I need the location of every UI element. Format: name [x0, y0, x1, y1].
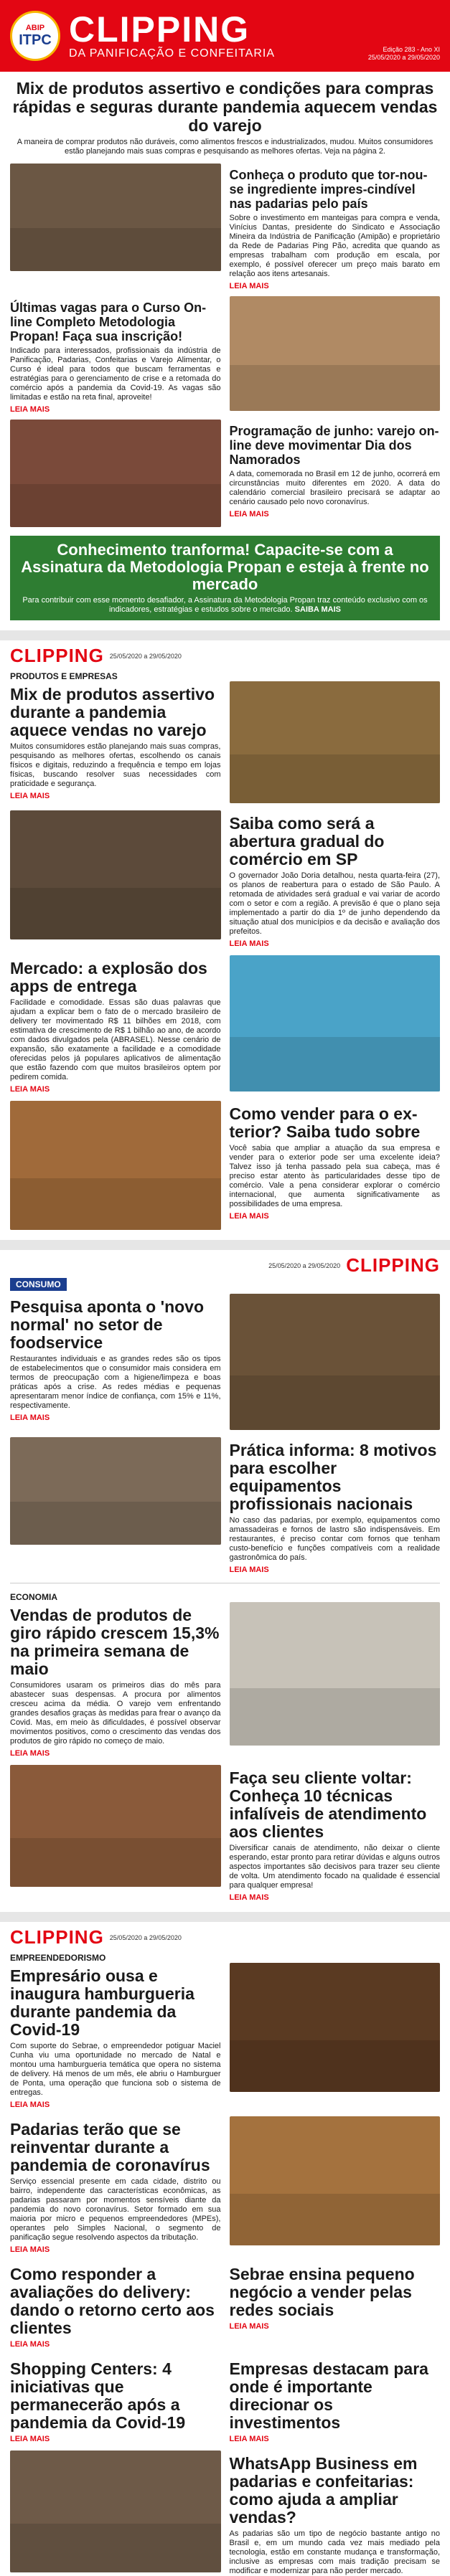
article-title[interactable]: Mix de produtos assertivo durante a pandemia aquece vendas no varejo — [10, 685, 215, 739]
read-more-link[interactable]: LEIA MAIS — [229, 939, 269, 948]
clip-label: CLIPPING — [10, 1926, 104, 1948]
article-text: A data, comemorada no Brasil em 12 de junho, ocorrerá em circunstâncias muito diferentes em 2020. A data do calendário comercial brasileiro precisará se adaptar ao cenário causado pelo novo coronavírus. — [229, 470, 440, 506]
read-more-link[interactable]: LEIA MAIS — [10, 405, 50, 414]
clip-dates: 25/05/2020 a 29/05/2020 — [268, 1261, 341, 1269]
page-header — [0, 640, 450, 668]
article-text: Diversificar canais de atendimento, não deixar o cliente esperando, estar pronto para retirar dúvidas e alguns outros aspectos importantes são decisivos para trazer seu cliente de volta. Um atendimento focado na qualidade é essencial para qualquer empresa! — [229, 1844, 440, 1890]
read-more-link[interactable]: LEIA MAIS — [10, 792, 50, 800]
propan-banner[interactable] — [10, 536, 440, 620]
read-more-link[interactable]: LEIA MAIS — [10, 2101, 50, 2109]
article-text: No caso das padarias, por exemplo, equipamentos como amassadeiras e fornos de lastro são indispensáveis. Em restaurantes, é preciso contar com fornos que tenham custo-benefício e funções compatíveis com a realidade gastronômica do país. — [229, 1516, 440, 1562]
article-title[interactable]: Sebrae ensina pequeno negócio a vender pelas redes sociais — [229, 2265, 415, 2319]
delivery-app-illustration — [230, 955, 441, 1092]
bakery-attendant-photo — [10, 1765, 221, 1887]
pastry-case-photo — [10, 2450, 221, 2572]
restaurant-photo — [230, 1294, 441, 1430]
lead-headline[interactable]: Mix de produtos assertivo e condições para compras rápidas e seguras durante pandemia aquecem vendas do varejo — [12, 79, 438, 135]
article-title[interactable]: Saiba como será a abertura gradual do comércio em SP — [229, 814, 385, 868]
clip-dates: 25/05/2020 a 29/05/2020 — [109, 652, 182, 660]
read-more-link[interactable]: LEIA MAIS — [229, 2435, 269, 2443]
article-text: As padarias são um tipo de negócio bastante antigo no Brasil e, em um mundo cada vez mais mediado pela tecnologia, estão em constante mudança e transformação, inclusive as empresas com mais tradição precisam se modificar e modernizar para não perder mercado. — [229, 2529, 440, 2575]
edition-number: Edição 283 - Ano XI — [383, 46, 440, 53]
article-text: Muitos consumidores estão planejando mais suas compras, pesquisando as melhores ofertas, escolhendo os canais físicos e digitais, reduzindo a frequência e tempo em lojas físicas, buscando resolver suas necessidades com praticidade e segurança. — [10, 742, 221, 788]
logo-text-main: ITPC — [19, 32, 52, 48]
section-title: EMPREENDEDORISMO — [10, 1953, 106, 1963]
article-text: Consumidores usaram os primeiros dias do mês para abastecer suas despensas. A procura por alimentos cresceu acima da média. O varejo vem enfrentando grandes desafios graças às medidas para frear o avanço da Covid. Mas, em meio às dificuldades, é possível observar movimentos positivos, como o crescimento das vendas dos produtos de giro rápido no começo de maio. — [10, 1681, 221, 1746]
lead-summary: A maneira de comprar produtos não duráveis, como alimentos frescos e industrializados, mudou. Muitos consumidores estão planejando mais suas compras e pesquisando as melhores ofertas. Veja na página 2. — [17, 138, 433, 156]
kitchen-equipment-photo — [10, 1437, 221, 1545]
banner-text: Para contribuir com esse momento desafiador, a Assinatura da Metodologia Propan traz conteúdo exclusivo com os indicadores, estratégias e estudos sobre o mercado. — [22, 596, 428, 614]
page-header — [0, 1922, 450, 1950]
page-header — [0, 1250, 450, 1278]
article-title[interactable]: Faça seu cliente voltar: Conheça 10 técnicas infalíveis de atendimento aos clientes — [229, 1768, 427, 1841]
article-title[interactable]: Programação de junho: varejo on-line deve movimentar Dia dos Namorados — [229, 424, 439, 467]
clip-label: CLIPPING — [346, 1254, 440, 1276]
read-more-link[interactable]: LEIA MAIS — [229, 282, 269, 290]
section-title: CONSUMO — [10, 1278, 67, 1291]
article-text: Com suporte do Sebrae, o empreendedor potiguar Maciel Cunha viu uma oportunidade no mercado de Natal e montou uma hamburgueria temática que opera no sistema de delivery. Há menos de um mês, ele abriu o Hamburguer de Ponta, uma operação que funciona sob o sistema de entregas. — [10, 2042, 221, 2097]
article-title[interactable]: Vendas de produtos de giro rápido crescem 15,3% na primeira semana de maio — [10, 1606, 220, 1678]
read-more-link[interactable]: LEIA MAIS — [10, 1414, 50, 1422]
page-separator — [0, 630, 450, 640]
lead-story — [0, 72, 450, 161]
read-more-link[interactable]: LEIA MAIS — [10, 2435, 50, 2443]
abip-itpc-logo — [10, 11, 60, 61]
article-text: Você sabia que ampliar a atuação da sua empresa e vender para o exterior pode ser uma excelente ideia? Talvez isso já tenha passado pela sua cabeça, mas é preciso estar atento às particularidades desse tipo de comércio. Vale a pena considerar explorar o comércio internacional, que aumenta significativamente as possibilidades de uma empresa. — [229, 1144, 440, 1208]
read-more-link[interactable]: LEIA MAIS — [229, 1566, 269, 1574]
page-separator — [0, 1912, 450, 1922]
valentines-couple-photo — [10, 420, 221, 527]
newsletter-subtitle: DA PANIFICAÇÃO E CONFEITARIA — [69, 47, 275, 60]
article-text: Facilidade e comodidade. Essas são duas palavras que ajudam a explicar bem o fato de o mercado brasileiro de delivery ter movimentado R$ 11 bilhões em 2018, com estimativa de crescimento de R$ 1 bilhão ao ano, de acordo com dados divulgados pela (ABRASEL). Nesse cenário de expansão, são exatamente a facilidade e a comodidade oferecidas pelos já populares aplicativos de alimentação que estão fazendo com que muitos brasileiros optem por pedirem comida. — [10, 998, 221, 1081]
read-more-link[interactable]: LEIA MAIS — [10, 2245, 50, 2254]
article-title[interactable]: Prática informa: 8 motivos para escolher equipamentos profissionais nacionais — [229, 1441, 437, 1513]
read-more-link[interactable]: LEIA MAIS — [10, 2340, 50, 2349]
article-title[interactable]: Conheça o produto que tor-nou-se ingrediente impres-cindível nas padarias pelo país — [229, 168, 428, 211]
section-title: PRODUTOS E EMPRESAS — [10, 671, 118, 681]
bakery-worker-photo — [10, 164, 221, 271]
burger-photo — [230, 1963, 441, 2092]
article-text: Indicado para interessados, profissionais da indústria de Panificação, Padarias, Confeitarias e Varejo Alimentar, o Curso é ideal para todos que buscam ferramentas e estratégias para o gerenciamento de crise e a retomada do comércio após a pandemia da Covid-19. As vagas são limitadas e estão na reta final, aproveite! — [10, 346, 221, 402]
newsletter-title: CLIPPING — [69, 9, 250, 49]
read-more-link[interactable]: LEIA MAIS — [229, 2322, 269, 2331]
read-more-link[interactable]: LEIA MAIS — [229, 1893, 269, 1902]
article-title[interactable]: Últimas vagas para o Curso On-line Completo Metodologia Propan! Faça sua inscrição! — [10, 300, 207, 344]
read-more-link[interactable]: LEIA MAIS — [229, 1212, 269, 1221]
market-shelves-photo — [230, 681, 441, 803]
section-title: ECONOMIA — [10, 1592, 57, 1602]
clip-dates: 25/05/2020 a 29/05/2020 — [109, 1933, 182, 1941]
article-title[interactable]: Empresas destacam para onde é importante direcionar os investimentos — [229, 2359, 428, 2432]
article-title[interactable]: Mercado: a explosão dos apps de entrega — [10, 959, 207, 995]
bakery-store-photo — [10, 810, 221, 939]
article-title[interactable]: WhatsApp Business em padarias e confeitarias: como ajuda a ampliar vendas? — [229, 2454, 418, 2527]
logo-text-top: ABIP — [25, 23, 45, 32]
masthead — [0, 0, 450, 72]
edition-dates: 25/05/2020 a 29/05/2020 — [367, 54, 440, 61]
clip-label: CLIPPING — [10, 645, 104, 666]
article-text: Serviço essencial presente em cada cidade, distrito ou bairro, independente das características econômicas, as padarias passaram por momentos sensíveis diante da pandemia do novo coronavírus. Setor formado em sua maioria por micro e pequenos empreendedores (MPEs), operantes pelo Simples Nacional, o segmento de panificação segue resolvendo aspectos da tributação. — [10, 2177, 221, 2242]
article-title[interactable]: Empresário ousa e inaugura hamburgueria durante pandemia da Covid-19 — [10, 1966, 194, 2039]
shopping-photo — [230, 1602, 441, 1746]
article-title[interactable]: Como responder a avaliações do delivery: dando o retorno certo aos clientes — [10, 2265, 215, 2337]
read-more-link[interactable]: LEIA MAIS — [229, 510, 269, 518]
read-more-link[interactable]: LEIA MAIS — [10, 1749, 50, 1758]
banner-title: Conhecimento tranforma! Capacite-se com a Assinatura da Metodologia Propan e esteja à frente no mercado — [21, 541, 429, 593]
article-text: Restaurantes individuais e as grandes redes são os tipos de estabelecimentos que o consumidor mais considera em termos de preocupação com a higiene/limpeza e boas práticas após a crise. As redes médias e pequenas apresentaram menor índice de confiança, com 15% e 11%, respectivamente. — [10, 1355, 221, 1410]
article-text: Sobre o investimento em manteigas para compra e venda, Vinícius Dantas, presidente do Sindicato e Associação Mineira da Indústria de Panificação (Amipão) e proprietário da Rede de Padarias Ping Pão, acredita que quando as empresas trabalham com produção em escala, por exemplo, é possível oferecer um preço mais barato em relação aos itens artesanais. — [229, 214, 440, 278]
article-title[interactable]: Como vender para o ex-terior? Saiba tudo sobre — [229, 1104, 421, 1141]
read-more-link[interactable]: LEIA MAIS — [10, 1085, 50, 1094]
article-text: O governador João Doria detalhou, nesta quarta-feira (27), os planos de reabertura para o estado de São Paulo. A retomada de atividades será gradual e vai variar de acordo com o setor e com a região. A previsão é que o plano seja implementado a partir do dia 1º de junho dependendo da situação atual dos municípios e da decisão e avaliação dos prefeitos. — [229, 871, 440, 936]
bakery-bread-photo — [230, 2116, 441, 2245]
article-title[interactable]: Shopping Centers: 4 iniciativas que permanecerão após a pandemia da Covid-19 — [10, 2359, 186, 2432]
page-separator — [0, 1240, 450, 1250]
article-title[interactable]: Padarias terão que se reinventar durante a pandemia de coronavírus — [10, 2120, 210, 2174]
banner-cta[interactable]: SAIBA MAIS — [294, 605, 342, 614]
article-title[interactable]: Pesquisa aponta o 'novo normal' no setor de foodservice — [10, 1297, 205, 1352]
bread-course-photo — [230, 296, 441, 411]
bread-rolls-photo — [10, 1101, 221, 1230]
